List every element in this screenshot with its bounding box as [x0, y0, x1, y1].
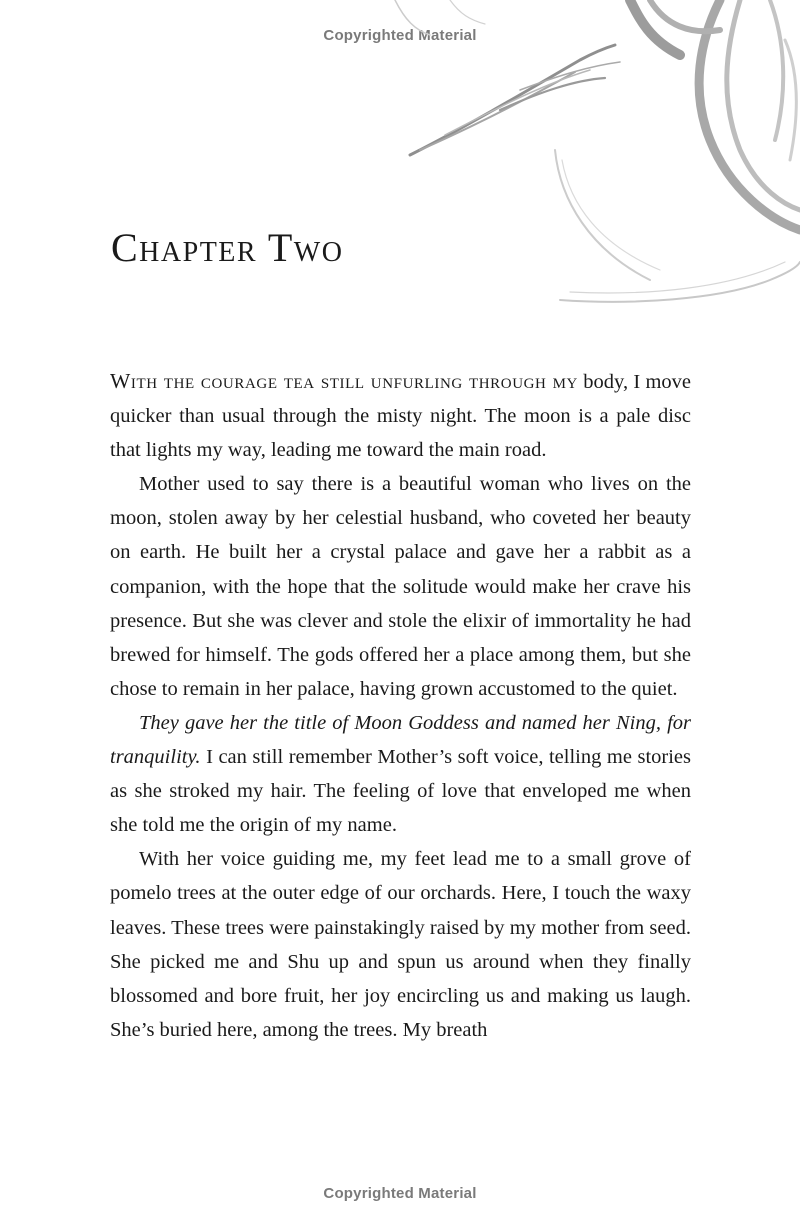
- copyright-watermark-top: Copyrighted Material: [323, 27, 477, 44]
- paragraph-4: With her voice guiding me, my feet lead me to a small grove of pomelo trees at the outer edge of our orchards. Here, I touch the waxy leaves. These trees were painstakingly raised by my mother from seed. She picked me and Shu up and spun us around when they finally blossomed and bore fruit, her joy encircling us and making us laugh. She’s buried here, among the trees. My breath: [110, 848, 691, 1041]
- paragraph-2: Mother used to say there is a beautiful woman who lives on the moon, stolen away by her celestial husband, who coveted her beauty on earth. He built her a crystal palace and gave her a rabbit as a companion, with the hope that the solitude would make her crave his presence. But she was clever and stole the elixir of immortality he had brewed for himself. The gods offered her a place among them, but she chose to remain in her palace, having grown accustomed to the quiet.: [110, 473, 691, 700]
- chapter-body: [110, 364, 691, 1047]
- paragraph-1: [110, 364, 691, 467]
- ink-brush-swirl-icon: [390, 0, 800, 310]
- copyright-watermark-bottom: Copyrighted Material: [323, 1185, 477, 1202]
- paragraph-1-text: body, I move quicker than usual through the misty night. The moon is a pale disc that lights my way, leading me toward the main road.: [110, 371, 691, 462]
- paragraph-3: [110, 706, 691, 842]
- italic-quote: They gave her the title of Moon Goddess and named her Ning, for tranquility.: [110, 711, 691, 769]
- chapter-title: Chapter Two: [111, 225, 344, 270]
- paragraph-3-text: I can still remember Mother’s soft voice, telling me stories as she stroked my hair. The feeling of love that enveloped me when she told me the origin of my name.: [110, 746, 691, 837]
- paragraph-lead-in: With the courage tea still unfurling through my: [110, 369, 578, 393]
